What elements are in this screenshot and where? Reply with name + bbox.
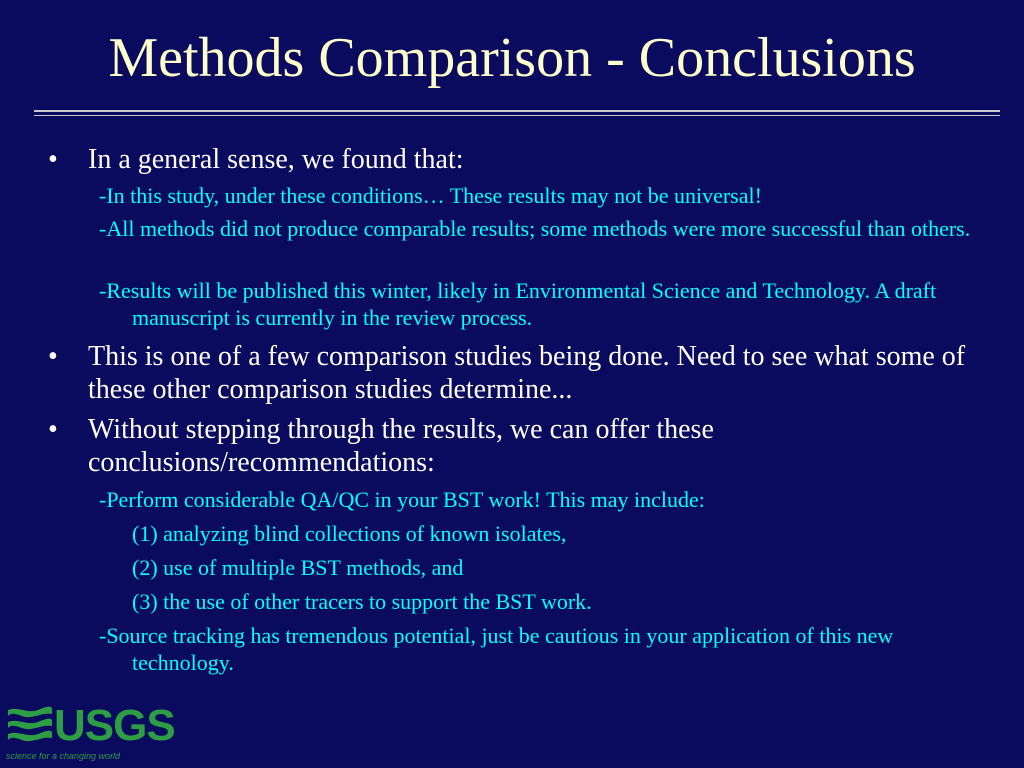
- bullet-text: Without stepping through the results, we can offer these conclusions/recommendations:: [88, 414, 714, 478]
- sub-item-blind-collections: (1) analyzing blind collections of known isolates,: [132, 521, 567, 546]
- title-divider-thin: [34, 115, 1000, 116]
- usgs-wave-icon: [6, 704, 54, 748]
- sub-bullet-source-tracking: -Source tracking has tremendous potential, just be cautious in your application of this new technology.: [99, 623, 894, 675]
- slide-title: Methods Comparison - Conclusions: [108, 27, 916, 89]
- usgs-tagline: science for a changing world: [6, 751, 121, 761]
- bullet-text: In a general sense, we found that:: [88, 144, 464, 175]
- sub-bullet-this-study: -In this study, under these conditions… These results may not be universal!: [99, 183, 762, 208]
- sub-bullet-all-methods: -All methods did not produce comparable results; some methods were more successful than others.: [99, 216, 971, 241]
- bullet-without-stepping: [48, 413, 988, 479]
- bullet-icon: •: [48, 341, 58, 372]
- bullet-icon: •: [48, 144, 58, 175]
- bullet-general-sense: [48, 143, 988, 176]
- bullet-icon: •: [48, 414, 58, 445]
- bullet-comparison-studies: [48, 340, 988, 406]
- sub-bullet-qaqc: -Perform considerable QA/QC in your BST work! This may include:: [99, 487, 705, 512]
- usgs-wordmark: USGS: [54, 701, 175, 750]
- sub-bullet-results-published: -Results will be published this winter, likely in Environmental Science and Technology. A draft manuscript is currently in the review process.: [99, 278, 937, 330]
- sub-item-other-tracers: (3) the use of other tracers to support the BST work.: [132, 589, 592, 614]
- title-divider: [34, 110, 1000, 112]
- sub-item-multiple-methods: (2) use of multiple BST methods, and: [132, 555, 464, 580]
- usgs-logo: [4, 700, 175, 764]
- bullet-text: This is one of a few comparison studies being done. Need to see what some of these other comparison studies determine...: [88, 341, 966, 405]
